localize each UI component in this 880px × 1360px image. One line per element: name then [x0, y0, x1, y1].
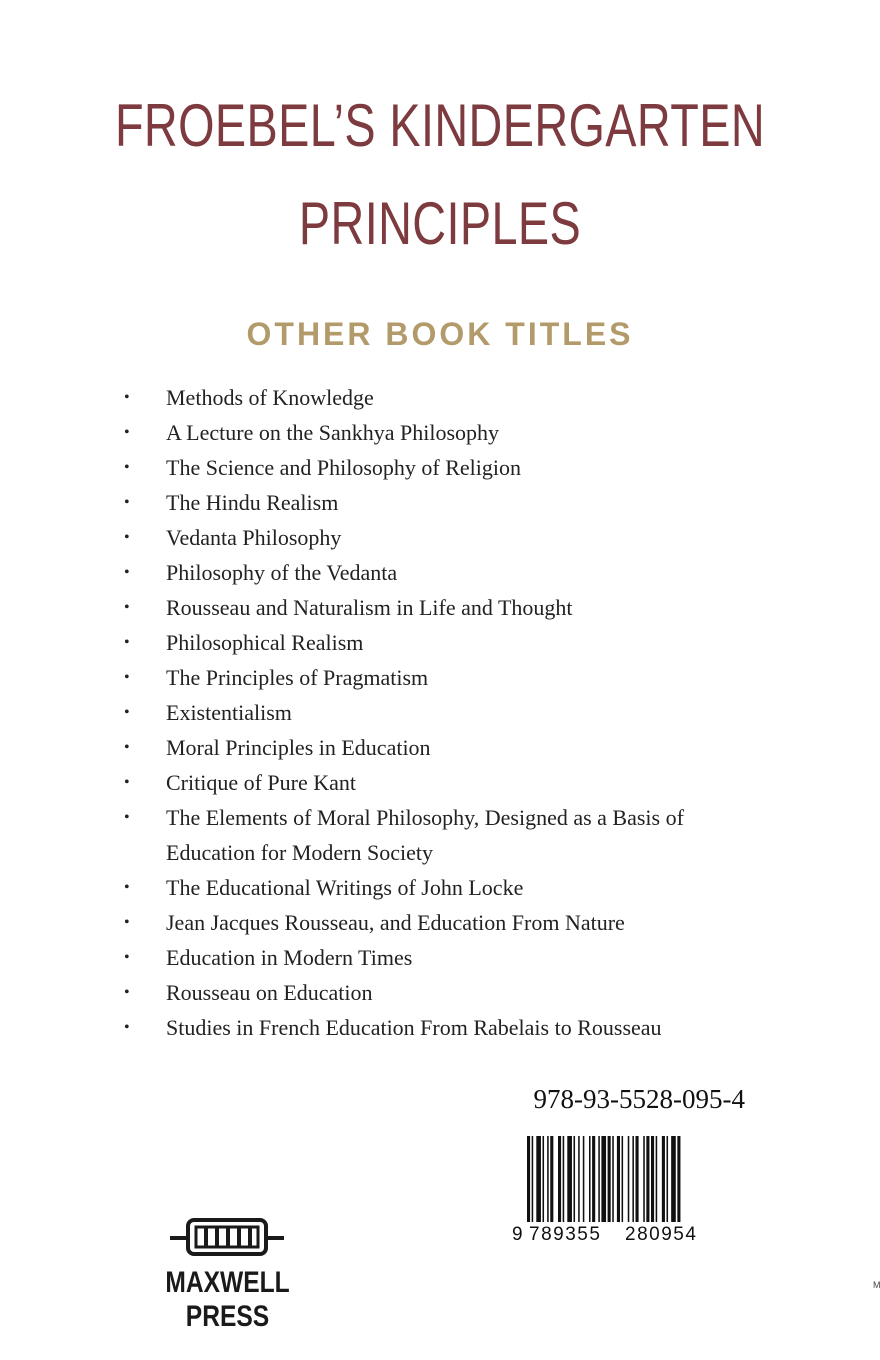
book-title-item: [120, 800, 770, 870]
bullet-icon: •: [124, 634, 130, 651]
barcode-bar: [558, 1136, 561, 1232]
bullet-icon: •: [124, 424, 130, 441]
barcode-bar: [547, 1136, 549, 1232]
barcode-bar: [612, 1136, 614, 1232]
book-title-item: [120, 1010, 770, 1045]
book-title-item: [120, 380, 770, 415]
barcode-bar: [643, 1136, 645, 1232]
book-title-item: [120, 555, 770, 590]
book-title-line-1: FROEBEL’S KINDERGARTEN: [114, 92, 766, 159]
book-title-item: [120, 450, 770, 485]
book-title-item: [120, 625, 770, 660]
bullet-icon: •: [124, 669, 130, 686]
book-title-text: Rousseau on Education: [166, 980, 373, 1005]
book-title-text: Critique of Pure Kant: [166, 770, 357, 795]
bullet-icon: •: [124, 914, 130, 931]
barcode-bar: [632, 1136, 634, 1232]
barcode-bar: [574, 1136, 576, 1232]
book-title-text: The Science and Philosophy of Religion: [166, 455, 521, 480]
bullet-icon: •: [124, 984, 130, 1001]
barcode-bar: [622, 1136, 624, 1232]
barcode-bar: [578, 1136, 580, 1232]
book-title-list: [120, 380, 770, 1045]
bullet-icon: •: [124, 949, 130, 966]
barcode-bar: [532, 1136, 534, 1232]
barcode-bar: [617, 1136, 620, 1232]
barcode-bar: [543, 1136, 545, 1232]
barcode-digit-first: 9: [512, 1224, 523, 1244]
barcode-bar: [651, 1136, 654, 1232]
book-title-text: Philosophical Realism: [166, 630, 364, 655]
barcode-bar: [567, 1136, 572, 1232]
book-title-item: [120, 870, 770, 905]
barcode-bar: [589, 1136, 591, 1232]
book-title-text: Jean Jacques Rousseau, and Education From Nature: [166, 910, 625, 935]
press-logo-icon: [168, 1212, 286, 1260]
bullet-icon: •: [124, 599, 130, 616]
book-title-text: Philosophy of the Vedanta: [166, 560, 398, 585]
barcode-bar: [608, 1136, 611, 1232]
barcode-digits-left: 789355: [529, 1224, 602, 1244]
book-title-item: [120, 975, 770, 1010]
bullet-icon: •: [124, 494, 130, 511]
bullet-icon: •: [124, 564, 130, 581]
barcode-bar: [671, 1136, 676, 1232]
book-title-text: The Elements of Moral Philosophy, Designed as a Basis of Education for Modern Society: [166, 805, 684, 865]
book-title-text: Rousseau and Naturalism in Life and Thought: [166, 595, 573, 620]
bullet-icon: •: [124, 1019, 130, 1036]
book-title-item: [120, 520, 770, 555]
barcode-bar: [662, 1136, 665, 1232]
book-title-text: A Lecture on the Sankhya Philosophy: [166, 420, 500, 445]
bullet-icon: •: [124, 774, 130, 791]
barcode-bar: [536, 1136, 541, 1232]
bullet-icon: •: [124, 879, 130, 896]
barcode-bar: [636, 1136, 639, 1232]
barcode-bar: [656, 1136, 658, 1232]
isbn-barcode: [507, 1136, 730, 1244]
book-title-item: [120, 415, 770, 450]
bullet-icon: •: [124, 739, 130, 756]
bullet-icon: •: [124, 529, 130, 546]
book-title-text: The Educational Writings of John Locke: [166, 875, 524, 900]
book-title-item: [120, 765, 770, 800]
barcode-bar: [583, 1136, 585, 1232]
book-title-item: [120, 730, 770, 765]
barcode-bar: [677, 1136, 680, 1232]
book-title-text: Existentialism: [166, 700, 292, 725]
bullet-icon: •: [124, 704, 130, 721]
book-title-line-2: PRINCIPLES: [298, 190, 582, 257]
barcode-bar: [563, 1136, 565, 1232]
book-title-item: [120, 660, 770, 695]
barcode-bar: [598, 1136, 600, 1232]
book-title-text: The Hindu Realism: [166, 490, 339, 515]
barcode-bar: [550, 1136, 553, 1232]
barcode-bar: [592, 1136, 595, 1232]
book-title-text: Studies in French Education From Rabelais to Rousseau: [166, 1015, 662, 1040]
book-title-text: The Principles of Pragmatism: [166, 665, 429, 690]
barcode-bar: [628, 1136, 630, 1232]
bullet-icon: •: [124, 389, 130, 406]
bullet-icon: •: [124, 809, 130, 826]
book-title-item: [120, 590, 770, 625]
book-title-item: [120, 695, 770, 730]
book-title-item: [120, 940, 770, 975]
barcode-bar: [667, 1136, 669, 1232]
isbn-number: 978-93-5528-095-4: [533, 1084, 745, 1114]
book-title-text: Methods of Knowledge: [166, 385, 374, 410]
book-title-item: [120, 905, 770, 940]
book-title-text: Education in Modern Times: [166, 945, 413, 970]
other-titles-heading: OTHER BOOK TITLES: [246, 316, 634, 352]
book-title-text: Vedanta Philosophy: [166, 525, 342, 550]
barcode-bar: [646, 1136, 649, 1232]
book-title-item: [120, 485, 770, 520]
bullet-icon: •: [124, 459, 130, 476]
book-title-text: Moral Principles in Education: [166, 735, 431, 760]
edge-mark: M: [873, 1280, 880, 1290]
barcode-bar: [527, 1136, 530, 1232]
barcode-bar: [601, 1136, 606, 1232]
publisher-name: MAXWELL PRESS: [165, 1266, 290, 1333]
barcode-digits-right: 280954: [625, 1224, 698, 1244]
